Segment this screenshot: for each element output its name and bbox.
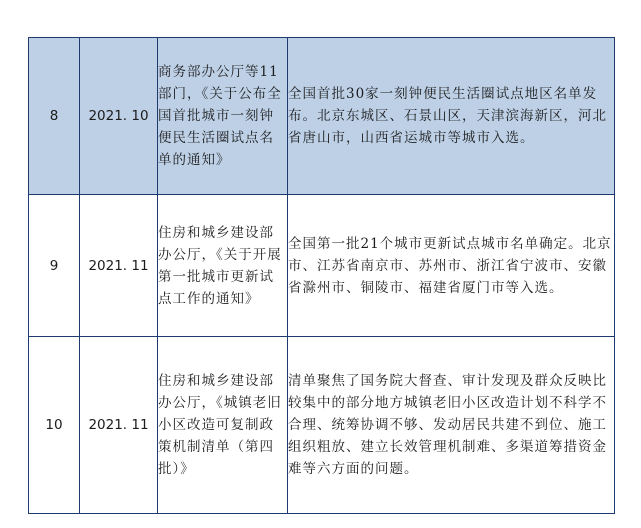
row-description: [288, 38, 615, 195]
row-document: [158, 195, 288, 337]
description-text: 清单聚焦了国务院大督查、审计发现及群众反映比较集中的部分地方城镇老旧小区改造计划不科学不合理、统筹协调不够、发动居民共建不到位、施工组织粗放、建立长效管理机制难、多渠道筹措资金难等六方面的问题。: [288, 373, 607, 477]
document-text: 住房和城乡建设部办公厅，《关于开展第一批城市更新试点工作的通知》: [158, 224, 282, 307]
row-number: 10: [29, 337, 80, 514]
row-description: [288, 337, 615, 514]
document-text: 住房和城乡建设部办公厅，《城镇老旧小区改造可复制政策机制清单（第四批）》: [158, 373, 282, 477]
row-document: [158, 337, 288, 514]
row-number: 9: [29, 195, 80, 337]
row-date: 2021. 11: [80, 195, 158, 337]
table-row: [29, 337, 615, 514]
row-date: 2021. 10: [80, 38, 158, 195]
table-row: [29, 195, 615, 337]
table-row: [29, 38, 615, 195]
document-text: 商务部办公厅等11部门，《关于公布全国首批城市一刻钟便民生活圈试点名单的通知》: [158, 64, 282, 168]
description-text: 全国首批30家一刻钟便民生活圈试点地区名单发布。北京东城区、石景山区，天津滨海新区，河北省唐山市，山西省运城市等城市入选。: [288, 86, 607, 146]
row-date: 2021. 11: [80, 337, 158, 514]
row-document: [158, 38, 288, 195]
row-description: [288, 195, 615, 337]
policy-table: [28, 37, 615, 514]
description-text: 全国第一批21个城市更新试点城市名单确定。北京市、江苏省南京市、苏州市、浙江省宁波市、安徽省滁州市、铜陵市、福建省厦门市等入选。: [288, 235, 612, 296]
row-number: 8: [29, 38, 80, 195]
